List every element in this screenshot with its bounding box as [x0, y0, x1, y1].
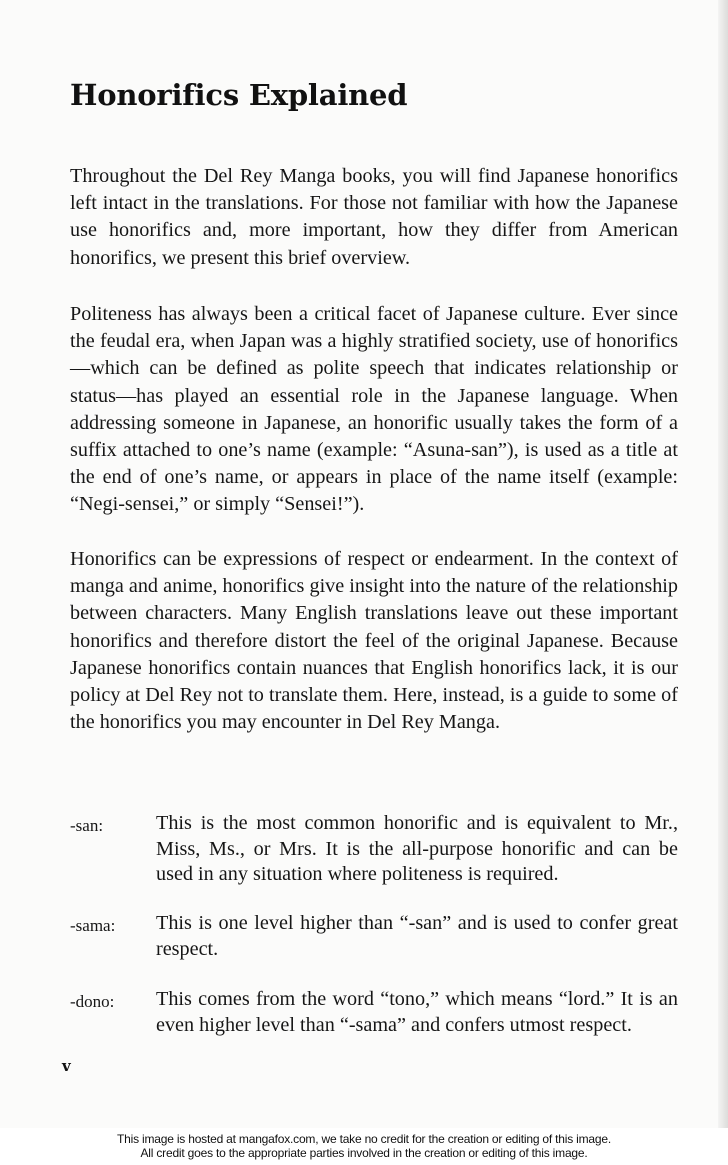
page-gutter-shadow [718, 0, 728, 1128]
intro-paragraph: Throughout the Del Rey Manga books, you will find Japanese honorifics left intact in the translations. For those not familiar with how the Japanese use honorifics and, more important, how they differ from American honorifics, we present this brief overview. [70, 165, 678, 269]
glossary-definition: This comes from the word “tono,” which means “lord.” It is an even higher level than “-sama” and confers utmost respect. [156, 988, 678, 1036]
page-title: Honorifics Explained [70, 78, 408, 112]
page-number: v [62, 1057, 71, 1075]
glossary-entry-dono [70, 987, 678, 1038]
watermark-line-1: This image is hosted at mangafox.com, we take no credit for the creation or editing of this image. [117, 1132, 611, 1146]
politeness-paragraph: Politeness has always been a critical facet of Japanese culture. Ever since the feudal era, when Japan was a highly stratified society, use of honorifics—which can be defined as polite speech that indicates relationship or status—has played an essential role in the Japanese language. When addressing someone in Japanese, an honorific usually takes the form of a suffix attached to one’s name (example: “Asuna-san”), is used as a title at the end of one’s name, or appears in place of the name itself (example: “Negi-sensei,” or simply “Sensei!”). [70, 303, 678, 516]
watermark-line-2: All credit goes to the appropriate parties involved in the creation or editing of this image. [140, 1146, 588, 1160]
honorifics-context-paragraph: Honorifics can be expressions of respect or endearment. In the context of manga and anime, honorifics give insight into the nature of the relationship between characters. Many English translations leave out these important honorifics and therefore distort the feel of the original Japanese. Because Japanese honorifics contain nuances that English honorifics lack, it is our policy at Del Rey not to translate them. Here, instead, is a guide to some of the honorifics you may encounter in Del Rey Manga. [70, 548, 678, 734]
glossary-term: -sama: [70, 916, 116, 935]
glossary-term: -san: [70, 816, 104, 835]
glossary-entry-san [70, 811, 678, 888]
glossary-term: -dono: [70, 992, 115, 1011]
hosting-watermark [0, 1132, 728, 1160]
glossary-entry-sama [70, 911, 678, 962]
glossary-definition: This is the most common honorific and is equivalent to Mr., Miss, Ms., or Mrs. It is the all-purpose honorific and can be used in any situation where politeness is required. [156, 812, 678, 885]
glossary-definition: This is one level higher than “-san” and is used to confer great respect. [156, 912, 678, 960]
